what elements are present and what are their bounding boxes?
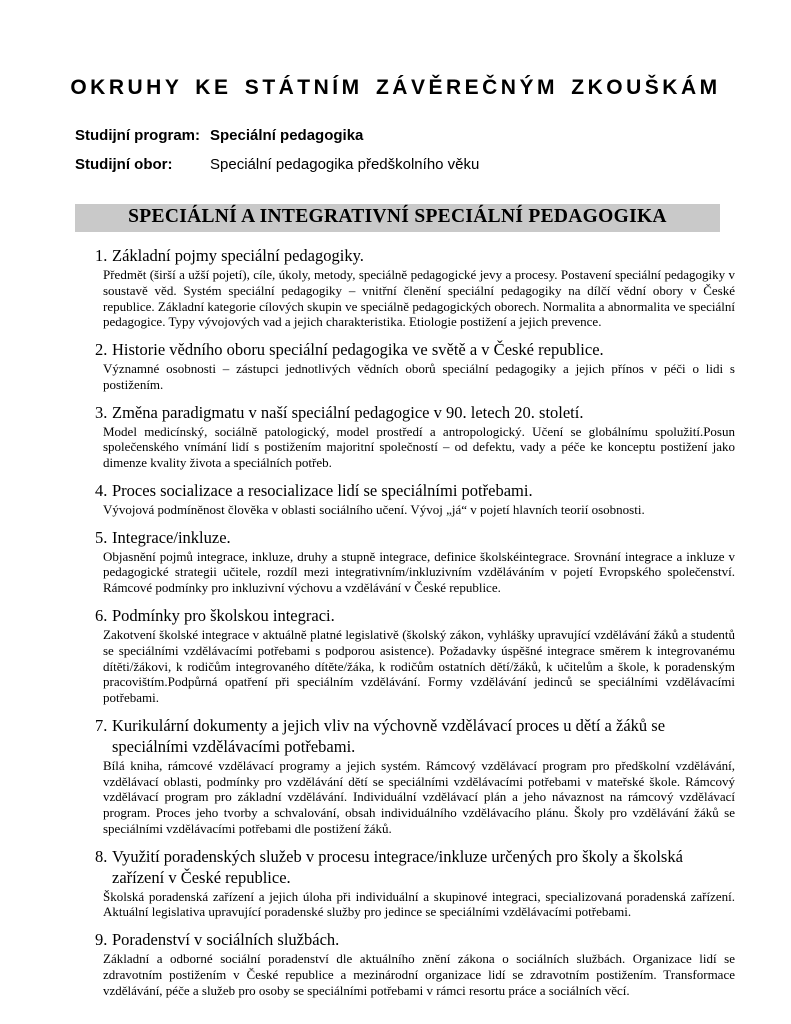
topic-body: Školská poradenská zařízení a jejich úloha při individuální a skupinové integraci, specializovaná poradenská zařízení. Aktuální legislativa upravující poradenské služby pro jedince se speciálními vzdělávacími potřebami.	[103, 888, 735, 920]
topic-number: 7.	[95, 716, 108, 736]
topic-body: Předmět (širší a užší pojetí), cíle, úkoly, metody, speciálně pedagogické jevy a procesy. Postavení speciální pedagogiky v soustavě věd. Systém speciální pedagogiky – vnitřní členění speciální pedagogiky na dílčí vědní obory v České republice. Základní kategorie cílových skupin ve speciálně pedagogických oborech. Normalita a abnormalita ve speciální pedagogice. Typy vývojových vad a jejich charakteristika. Etiologie postižení a jejich prevence.	[103, 266, 735, 330]
topic-item-3	[75, 403, 735, 471]
topic-body: Zakotvení školské integrace v aktuálně platné legislativě (školský zákon, vyhlášky upravující vzdělávání žáků a studentů se speciálními vzdělávacími potřebami s podporou asistence). Požadavky úspěšné integrace směrem k integrovanému dítěti/žákovi, k rodičům integrovaného dítěte/žáka, k rodičům ostatních dětí/žáků, k učitelům a škole, k poradenským pracovištím.Podpůrná opatření při speciálním vzdělávání. Formy vzdělávání jedinců se speciálními vzdělávacími potřebami.	[103, 626, 735, 706]
topic-number: 6.	[95, 606, 108, 626]
topic-item-9	[75, 930, 735, 998]
topic-number: 3.	[95, 402, 108, 422]
topic-number: 8.	[95, 847, 108, 867]
topic-body: Významné osobnosti – zástupci jednotlivých vědních oborů speciální pedagogiky a jejich přínos v péči o lidi s postižením.	[103, 361, 735, 392]
topic-body: Bílá kniha, rámcové vzdělávací programy a jejich systém. Rámcový vzdělávací program pro předškolní vzdělávání, vzdělávací oblasti, podmínky pro vzdělávání dětí se speciálními vzdělávacími potřebami v mateřské škole. Rámcový vzdělávací program pro základní vzdělávání. Individuální vzdělávací plán a jeho návaznost na rámcový vzdělávací program. Proces jeho tvorby a schvalování, obsah individuálního vzdělávacího plánu. Školy pro vzdělávání žáků se speciálními vzdělávacími potřebami dle postižení žáků.	[103, 757, 735, 837]
topic-title: Kurikulární dokumenty a jejich vliv na výchovně vzdělávací proces u dětí a žáků se speciálními vzdělávacími potřebami.	[112, 716, 666, 756]
topic-body: Základní a odborné sociální poradenství dle aktuálního znění zákona o sociálních službách. Organizace lidí se zdravotním postižením v České republice a mezinárodní organizace lidí se zdravotním postižením. Transformace vzdělávání, péče a služeb pro osoby se speciálními potřebami v rámci resortu práce a sociálních věcí.	[103, 951, 735, 998]
topic-title: Poradenství v sociálních službách.	[112, 930, 340, 950]
topic-title: Proces socializace a resocializace lidí se speciálními potřebami.	[112, 481, 533, 501]
topic-item-2	[75, 340, 735, 393]
topic-item-5	[75, 528, 735, 596]
topic-title: Podmínky pro školskou integraci.	[112, 606, 335, 626]
topic-body: Model medicínský, sociálně patologický, model prostředí a antropologický. Učení se globálnímu spolužití.Posun společenského vnímání lidí s postižením majoritní společností – od defektu, vady a péče ke konceptu postižení jako dimenze kvality života a speciálních potřeb.	[103, 423, 735, 471]
section-heading: SPECIÁLNÍ A INTEGRATIVNÍ SPECIÁLNÍ PEDAGOGIKA	[75, 204, 720, 232]
topic-number: 5.	[95, 527, 108, 547]
topic-title: Základní pojmy speciální pedagogiky.	[112, 246, 364, 265]
topic-title: Využití poradenských služeb v procesu integrace/inkluze určených pro školy a školská zařízení v České republice.	[112, 847, 683, 887]
topic-number: 9.	[95, 930, 108, 950]
study-metadata	[75, 127, 735, 173]
topic-item-1	[75, 246, 735, 330]
topic-item-8	[75, 847, 735, 920]
topic-body: Objasnění pojmů integrace, inkluze, druhy a stupně integrace, definice školskéintegrace. Srovnání integrace a inkluze v pedagogické strategii učitele, rozdíl mezi integrativním/inkluzivním vzděláváním v pojetí Evropského společenství. Rámcové podmínky pro inkluzivní výchovu a vzdělávání v České republice.	[103, 548, 735, 596]
topic-body: Vývojová podmíněnost člověka v oblasti sociálního učení. Vývoj „já“ v pojetí hlavních teorií osobnosti.	[103, 501, 645, 517]
study-program-value: Speciální pedagogika	[210, 127, 364, 144]
study-field-label: Studijní obor:	[75, 156, 173, 173]
topic-title: Integrace/inkluze.	[112, 527, 231, 547]
page-title: OKRUHY KE STÁTNÍM ZÁVĚREČNÝM ZKOUŠKÁM	[70, 76, 721, 99]
topic-number: 1.	[95, 246, 108, 265]
study-field-value: Speciální pedagogika předškolního věku	[210, 156, 480, 173]
topic-item-6	[75, 606, 735, 706]
topic-item-4	[75, 481, 735, 518]
study-field-row	[75, 156, 735, 173]
topic-title: Změna paradigmatu v naší speciální pedagogice v 90. letech 20. století.	[112, 402, 584, 422]
topic-title: Historie vědního oboru speciální pedagogika ve světě a v České republice.	[112, 340, 604, 360]
topic-number: 4.	[95, 481, 108, 501]
study-program-row	[75, 127, 735, 144]
topic-number: 2.	[95, 340, 108, 360]
topic-list	[75, 246, 735, 999]
study-program-label: Studijní program:	[75, 127, 200, 144]
topic-item-7	[75, 716, 735, 837]
